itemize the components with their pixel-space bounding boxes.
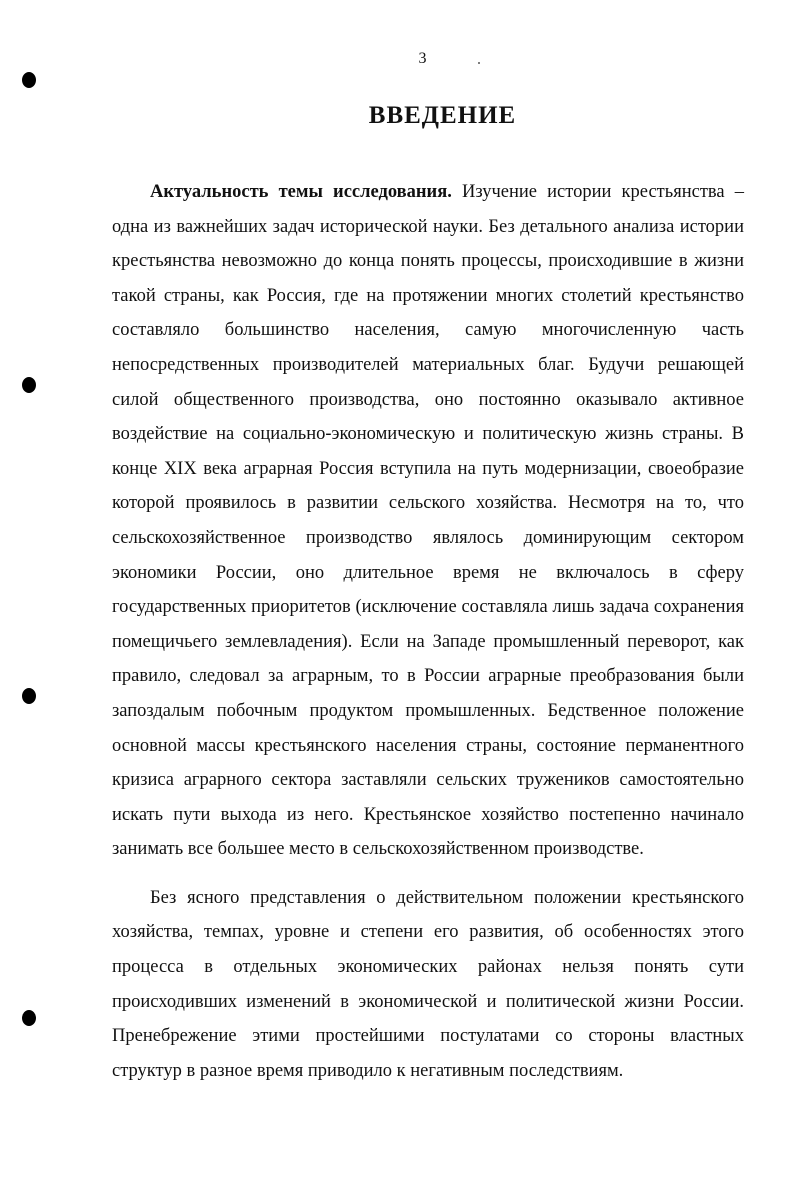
paragraph-second <box>112 881 744 1089</box>
binder-hole-mark <box>22 1010 36 1026</box>
binder-hole-mark <box>22 72 36 88</box>
page-number: 3 <box>418 50 427 67</box>
paragraph-text: Изучение истории крестьянства – одна из важнейших задач исторической науки. Без детального анализа истории крестьянства невозможно до конца понять процессы, происходившие в жизни такой страны, как Россия, где на протяжении многих столетий крестьянство составляло большинство населения, самую многочисленную часть непосредственных производителей материальных благ. Будучи решающей силой общественного производства, оно постоянно оказывало активное воздействие на социально-экономическую и политическую жизнь страны. В конце XIX века аграрная Россия вступила на путь модернизации, своеобразие которой проявилось в развитии сельского хозяйства. Несмотря на то, что сельскохозяйственное производство являлось доминирующим сектором экономики России, оно длительное время не включалось в сферу государственных приоритетов (исключение составляла лишь задача сохранения помещичьего землевладения). Если на Западе промышленный переворот, как правило, следовал за аграрным, то в России аграрные преобразования были запоздалым побочным продуктом промышленных. Бедственное положение основной массы крестьянского населения страны, состояние перманентного кризиса аграрного сектора заставляли сельских тружеников самостоятельно искать пути выхода из него. Крестьянское хозяйство постепенно начинало занимать все большее место в сельскохозяйственном производстве. <box>112 182 744 860</box>
section-heading: ВВЕДЕНИЕ <box>368 102 517 129</box>
paragraph-text: Без ясного представления о действительном положении крестьянского хозяйства, темпах, уровне и степени его развития, об особенностях этого процесса в отдельных экономических районах нельзя понять сути происходивших изменений в экономической и политической жизни России. Пренебрежение этими простейшими постулатами со стороны властных структур в разное время приводило к негативным последствиям. <box>112 887 744 1081</box>
binder-hole-mark <box>22 377 36 393</box>
paragraph-relevance <box>112 175 744 867</box>
binder-hole-mark <box>22 688 36 704</box>
document-body <box>112 175 744 1088</box>
paragraph-lead: Актуальность темы исследования. <box>150 182 452 202</box>
